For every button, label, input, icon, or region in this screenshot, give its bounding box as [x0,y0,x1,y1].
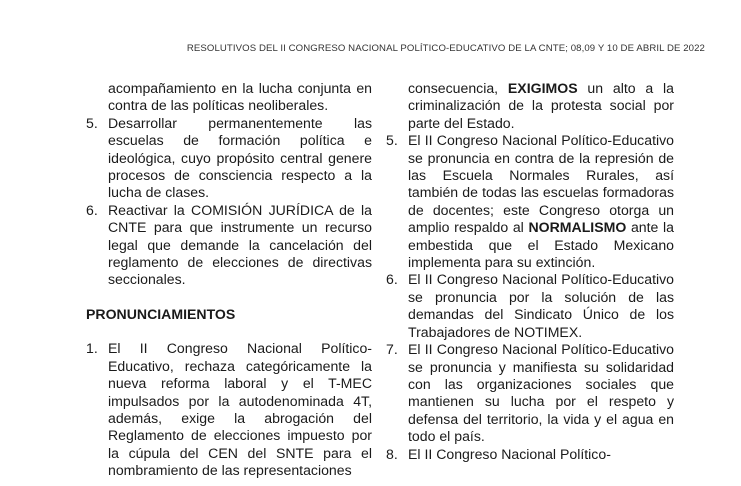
item-number: 8. [386,445,398,462]
item-number: 5. [386,132,398,149]
item-text-emphasis: NORMALISMO [528,219,627,236]
item-number: 1. [86,340,98,357]
item-text: El II Congreso Nacional Político-Educativo, rechaza categóricamente la nueva reforma laboral y el T-MEC impulsados por la autodenominada 4T, además, exige la abrogación del Reglamento de elecciones impuesto por la cúpula del CEN del SNTE para el nombramiento de las representaciones [108,340,372,479]
continuation-emphasis: EXIGIMOS [507,80,578,96]
continuation-post: un alto a la criminalización de la protesta social por parte del Estado. [408,80,674,131]
item-text: El II Congreso Nacional Político-Educativo se pronuncia y manifiesta su solidaridad con las organizaciones sociales que mantienen su lucha por el respeto y defensa del territorio, la vida y el agua en todo el país. [408,341,674,445]
item-text-post: ante la embestida que el Estado Mexicano implementa para su extinción. [408,219,674,271]
pronouncement-item-1 [86,340,372,479]
left-column [86,80,372,480]
item-text-emphasis: COMISIÓN JURÍDICA [191,201,333,218]
item-text: El II Congreso Nacional Político- [408,445,611,462]
item-number: 7. [386,341,398,358]
continuation-pre: consecuencia, [408,80,508,96]
item-number: 5. [86,114,98,131]
left-item-6 [86,202,372,289]
section-heading: PRONUNCIAMIENTOS [86,305,236,322]
item-number: 6. [86,201,98,218]
item-text-pre: El II Congreso Nacional Político-Educativo se pronuncia en contra de la represión de las Escuela Normales Rurales, así también de todas las escuelas formadoras de docentes; este Congreso otorga un amplio respaldo al [408,132,674,236]
right-item-8 [386,446,674,463]
right-item-5 [386,132,674,271]
running-header: RESOLUTIVOS DEL II CONGRESO NACIONAL POLÍTICO-EDUCATIVO DE LA CNTE; 08,09 Y 10 DE ABRIL DE 2022 [186,43,705,54]
item-text: Desarrollar permanentemente las escuelas de formación política e ideológica, cuyo propósito central genere procesos de consciencia respecto a la lucha de clases. [108,114,372,201]
right-item-7 [386,341,674,445]
item-number: 6. [386,271,398,288]
item-text-post: de la CNTE para que instrumente un recurso legal que demande la cancelación del reglamento de elecciones de directivas seccionales. [108,201,372,288]
left-continuation: acompañamiento en la lucha conjunta en contra de las políticas neoliberales. [108,80,372,114]
left-item-5 [86,115,372,202]
item-text: El II Congreso Nacional Político-Educativo se pronuncia por la solución de las demandas del Sindicato Único de los Trabajadores de NOTIMEX. [408,271,674,340]
item-text-pre: Reactivar la [108,201,192,218]
right-item-6 [386,271,674,341]
right-continuation [386,80,674,132]
right-column [386,80,674,463]
